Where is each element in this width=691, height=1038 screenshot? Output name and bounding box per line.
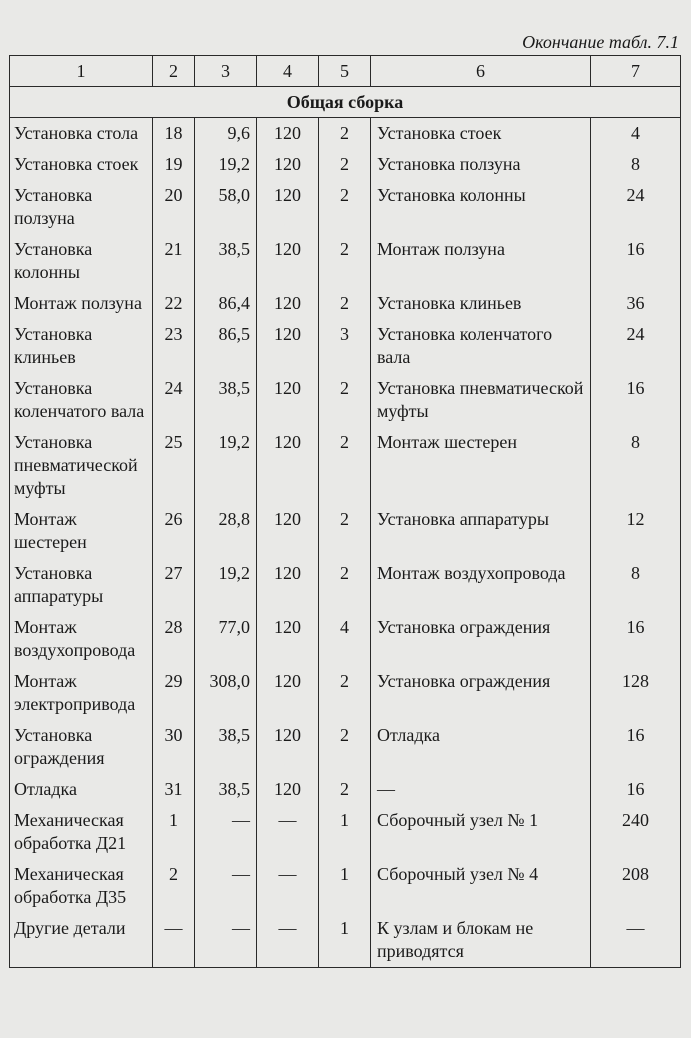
- cell-c2: —: [153, 913, 195, 968]
- col-header-1: 1: [10, 56, 153, 87]
- cell-c6: Установка ограждения: [371, 612, 591, 666]
- cell-c7: 4: [591, 118, 681, 150]
- cell-c4: —: [257, 805, 319, 859]
- cell-c2: 31: [153, 774, 195, 805]
- table-row: [10, 149, 681, 180]
- col-header-3: 3: [195, 56, 257, 87]
- cell-c7: 36: [591, 288, 681, 319]
- cell-c3: 38,5: [195, 373, 257, 427]
- cell-c4: 120: [257, 558, 319, 612]
- cell-c2: 29: [153, 666, 195, 720]
- cell-c6: Установка ползуна: [371, 149, 591, 180]
- cell-c3: 28,8: [195, 504, 257, 558]
- table-row: [10, 234, 681, 288]
- cell-c6: Установка коленчатого вала: [371, 319, 591, 373]
- cell-c5: 2: [319, 288, 371, 319]
- cell-c6: Монтаж воздухопровода: [371, 558, 591, 612]
- cell-c3: 38,5: [195, 774, 257, 805]
- cell-c1: Монтаж шестерен: [10, 504, 153, 558]
- cell-c2: 20: [153, 180, 195, 234]
- cell-c1: Установка ползуна: [10, 180, 153, 234]
- table-row: [10, 558, 681, 612]
- cell-c6: Монтаж ползуна: [371, 234, 591, 288]
- table-row: [10, 612, 681, 666]
- cell-c7: 16: [591, 234, 681, 288]
- table-row: [10, 805, 681, 859]
- cell-c1: Монтаж ползуна: [10, 288, 153, 319]
- cell-c7: 8: [591, 427, 681, 504]
- cell-c2: 27: [153, 558, 195, 612]
- table-row: [10, 319, 681, 373]
- cell-c6: Монтаж шестерен: [371, 427, 591, 504]
- table-row: [10, 180, 681, 234]
- cell-c5: 1: [319, 805, 371, 859]
- cell-c7: 128: [591, 666, 681, 720]
- cell-c3: 77,0: [195, 612, 257, 666]
- cell-c5: 1: [319, 913, 371, 968]
- cell-c5: 2: [319, 558, 371, 612]
- cell-c6: Сборочный узел № 4: [371, 859, 591, 913]
- cell-c3: —: [195, 859, 257, 913]
- cell-c2: 25: [153, 427, 195, 504]
- cell-c1: Установка стоек: [10, 149, 153, 180]
- cell-c6: К узлам и блокам не приводятся: [371, 913, 591, 968]
- cell-c4: 120: [257, 234, 319, 288]
- cell-c7: —: [591, 913, 681, 968]
- cell-c1: Механическая обработка Д35: [10, 859, 153, 913]
- cell-c7: 12: [591, 504, 681, 558]
- cell-c4: 120: [257, 427, 319, 504]
- table-row: [10, 720, 681, 774]
- cell-c5: 2: [319, 234, 371, 288]
- cell-c1: Отладка: [10, 774, 153, 805]
- cell-c4: 120: [257, 612, 319, 666]
- cell-c2: 23: [153, 319, 195, 373]
- cell-c7: 24: [591, 319, 681, 373]
- cell-c2: 22: [153, 288, 195, 319]
- cell-c2: 21: [153, 234, 195, 288]
- cell-c6: Установка аппаратуры: [371, 504, 591, 558]
- cell-c2: 18: [153, 118, 195, 150]
- table-row: [10, 118, 681, 150]
- cell-c3: 38,5: [195, 720, 257, 774]
- table-row: [10, 504, 681, 558]
- cell-c4: 120: [257, 180, 319, 234]
- cell-c7: 8: [591, 558, 681, 612]
- cell-c6: Установка клиньев: [371, 288, 591, 319]
- cell-c6: Установка ограждения: [371, 666, 591, 720]
- cell-c3: 19,2: [195, 558, 257, 612]
- cell-c4: 120: [257, 288, 319, 319]
- cell-c5: 2: [319, 504, 371, 558]
- section-title: Общая сборка: [10, 87, 681, 118]
- cell-c1: Другие детали: [10, 913, 153, 968]
- cell-c6: Установка стоек: [371, 118, 591, 150]
- table-row: [10, 288, 681, 319]
- col-header-5: 5: [319, 56, 371, 87]
- cell-c1: Установка пневматической муфты: [10, 427, 153, 504]
- cell-c3: 38,5: [195, 234, 257, 288]
- cell-c6: Отладка: [371, 720, 591, 774]
- cell-c7: 240: [591, 805, 681, 859]
- col-header-2: 2: [153, 56, 195, 87]
- cell-c7: 16: [591, 774, 681, 805]
- cell-c2: 1: [153, 805, 195, 859]
- cell-c3: 19,2: [195, 427, 257, 504]
- cell-c4: 120: [257, 666, 319, 720]
- cell-c5: 2: [319, 666, 371, 720]
- cell-c6: Установка колонны: [371, 180, 591, 234]
- header-row: [10, 56, 681, 87]
- cell-c2: 24: [153, 373, 195, 427]
- cell-c2: 19: [153, 149, 195, 180]
- table-row: [10, 666, 681, 720]
- cell-c5: 4: [319, 612, 371, 666]
- cell-c4: 120: [257, 149, 319, 180]
- cell-c3: 86,4: [195, 288, 257, 319]
- cell-c5: 2: [319, 720, 371, 774]
- cell-c1: Механическая обработка Д21: [10, 805, 153, 859]
- table-row: [10, 859, 681, 913]
- cell-c1: Установка колонны: [10, 234, 153, 288]
- cell-c4: 120: [257, 319, 319, 373]
- cell-c5: 2: [319, 149, 371, 180]
- cell-c4: 120: [257, 720, 319, 774]
- cell-c7: 16: [591, 720, 681, 774]
- cell-c3: 19,2: [195, 149, 257, 180]
- cell-c5: 2: [319, 427, 371, 504]
- cell-c7: 16: [591, 373, 681, 427]
- cell-c3: —: [195, 805, 257, 859]
- cell-c1: Установка клиньев: [10, 319, 153, 373]
- cell-c6: Установка пневматической муфты: [371, 373, 591, 427]
- col-header-6: 6: [371, 56, 591, 87]
- cell-c1: Установка стола: [10, 118, 153, 150]
- cell-c7: 8: [591, 149, 681, 180]
- table-row: [10, 427, 681, 504]
- cell-c3: 86,5: [195, 319, 257, 373]
- operations-table: [9, 55, 681, 968]
- cell-c5: 2: [319, 774, 371, 805]
- cell-c4: 120: [257, 373, 319, 427]
- cell-c3: 58,0: [195, 180, 257, 234]
- cell-c7: 24: [591, 180, 681, 234]
- table-row: [10, 774, 681, 805]
- cell-c1: Установка аппаратуры: [10, 558, 153, 612]
- col-header-4: 4: [257, 56, 319, 87]
- cell-c6: Сборочный узел № 1: [371, 805, 591, 859]
- cell-c3: 9,6: [195, 118, 257, 150]
- table-row: [10, 373, 681, 427]
- cell-c2: 28: [153, 612, 195, 666]
- cell-c4: 120: [257, 504, 319, 558]
- cell-c1: Монтаж воздухопровода: [10, 612, 153, 666]
- table-row: [10, 913, 681, 968]
- cell-c3: 308,0: [195, 666, 257, 720]
- cell-c1: Установка коленчатого вала: [10, 373, 153, 427]
- cell-c7: 208: [591, 859, 681, 913]
- cell-c5: 1: [319, 859, 371, 913]
- cell-c5: 3: [319, 319, 371, 373]
- cell-c5: 2: [319, 118, 371, 150]
- cell-c6: —: [371, 774, 591, 805]
- cell-c2: 2: [153, 859, 195, 913]
- cell-c5: 2: [319, 373, 371, 427]
- cell-c4: —: [257, 859, 319, 913]
- cell-c7: 16: [591, 612, 681, 666]
- cell-c2: 26: [153, 504, 195, 558]
- cell-c4: —: [257, 913, 319, 968]
- cell-c3: —: [195, 913, 257, 968]
- cell-c1: Установка ограждения: [10, 720, 153, 774]
- cell-c4: 120: [257, 118, 319, 150]
- cell-c1: Монтаж электропривода: [10, 666, 153, 720]
- cell-c2: 30: [153, 720, 195, 774]
- cell-c4: 120: [257, 774, 319, 805]
- table-caption: Окончание табл. 7.1: [522, 32, 679, 52]
- section-row: [10, 87, 681, 118]
- cell-c5: 2: [319, 180, 371, 234]
- col-header-7: 7: [591, 56, 681, 87]
